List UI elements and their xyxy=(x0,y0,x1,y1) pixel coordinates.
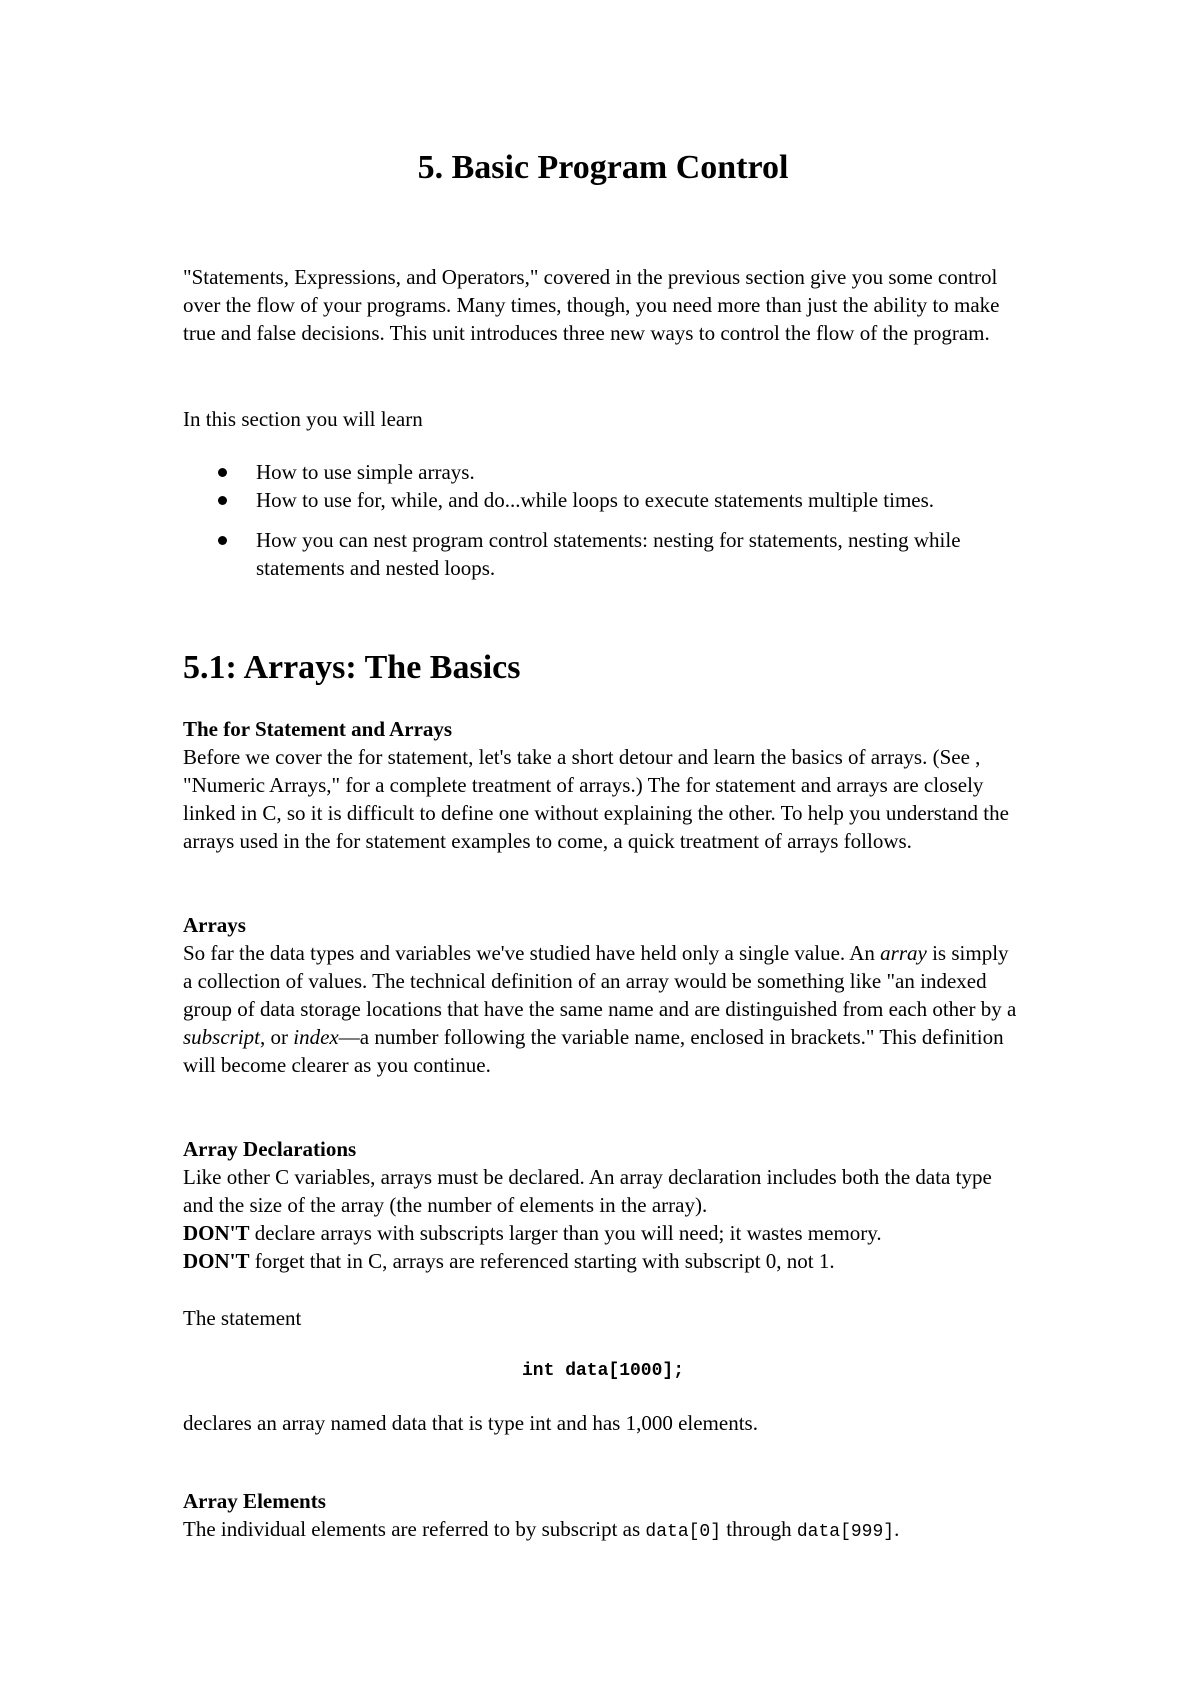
list-item xyxy=(183,486,1023,514)
text-run: . xyxy=(894,1517,900,1541)
learn-lead: In this section you will learn xyxy=(183,407,423,431)
list-item-text: How to use simple arrays. xyxy=(256,460,475,484)
list-item-text: How to use for, while, and do...while loops to execute statements multiple times. xyxy=(256,488,935,512)
subheading: The for Statement and Arrays xyxy=(183,717,453,741)
list-item-text: How you can nest program control statements: nesting for statements, nesting while statements and nested loops. xyxy=(256,528,961,580)
text-run: —a number following the variable name, enclosed in brackets." This definition will become clearer as you continue. xyxy=(183,1025,1004,1077)
statement-lead: The statement xyxy=(183,1306,302,1330)
bullet-icon xyxy=(218,468,227,477)
intro-paragraph: "Statements, Expressions, and Operators," covered in the previous section give you some control over the flow of your programs. Many times, though, you need more than just the ability to make true and false decisions. This unit introduces three new ways to control the flow of the program. xyxy=(183,265,1000,345)
bullet-icon xyxy=(218,496,227,505)
dont-text: declare arrays with subscripts larger than you will need; it wastes memory. xyxy=(249,1221,882,1245)
text-run: , or xyxy=(260,1025,294,1049)
code-example: int data[1000]; xyxy=(521,1361,685,1381)
array-declarations-paragraph: Like other C variables, arrays must be declared. An array declaration includes both the data type and the size of the array (the number of elements in the array). xyxy=(183,1165,992,1217)
dont-label: DON'T xyxy=(183,1221,250,1245)
learning-list xyxy=(183,458,1023,582)
bullet-icon xyxy=(218,536,227,545)
term-index: index xyxy=(293,1025,339,1049)
inline-code: data[0] xyxy=(645,1522,722,1542)
arrays-paragraph xyxy=(183,939,1023,1079)
subheading: Array Declarations xyxy=(183,1137,357,1161)
array-declarations-section xyxy=(183,1135,1023,1275)
dont-note xyxy=(183,1247,1023,1275)
inline-code: data[999] xyxy=(796,1522,895,1542)
array-elements-paragraph xyxy=(183,1515,1023,1546)
declares-paragraph: declares an array named data that is type int and has 1,000 elements. xyxy=(183,1411,758,1435)
array-elements-section xyxy=(183,1487,1023,1546)
text-run: through xyxy=(721,1517,797,1541)
chapter-title: 5. Basic Program Control xyxy=(417,149,789,186)
list-item xyxy=(183,458,1023,486)
text-run: So far the data types and variables we've studied have held only a single value. An xyxy=(183,941,881,965)
text-run: is simply a collection of values. The technical definition of an array would be something like "an indexed group of data storage locations that have the same name and are distinguished from each other by a xyxy=(183,941,1017,1021)
subheading: Arrays xyxy=(183,913,246,937)
dont-text: forget that in C, arrays are referenced starting with subscript 0, not 1. xyxy=(249,1249,835,1273)
subheading: Array Elements xyxy=(183,1489,326,1513)
term-array: array xyxy=(880,941,927,965)
for-arrays-paragraph: Before we cover the for statement, let's take a short detour and learn the basics of arrays. (See , "Numeric Arrays," for a complete treatment of arrays.) The for statement and arrays are closely linked in C, so it is difficult to define one without explaining the other. To help you understand the arrays used in the for statement examples to come, a quick treatment of arrays follows. xyxy=(183,745,1009,853)
section-heading: 5.1: Arrays: The Basics xyxy=(183,649,521,686)
arrays-section xyxy=(183,911,1023,1079)
list-item xyxy=(183,526,1023,582)
text-run: The individual elements are referred to by subscript as xyxy=(183,1517,646,1541)
dont-label: DON'T xyxy=(183,1249,250,1273)
term-subscript: subscript xyxy=(183,1025,261,1049)
dont-note xyxy=(183,1219,1023,1247)
for-arrays-section xyxy=(183,715,1023,855)
